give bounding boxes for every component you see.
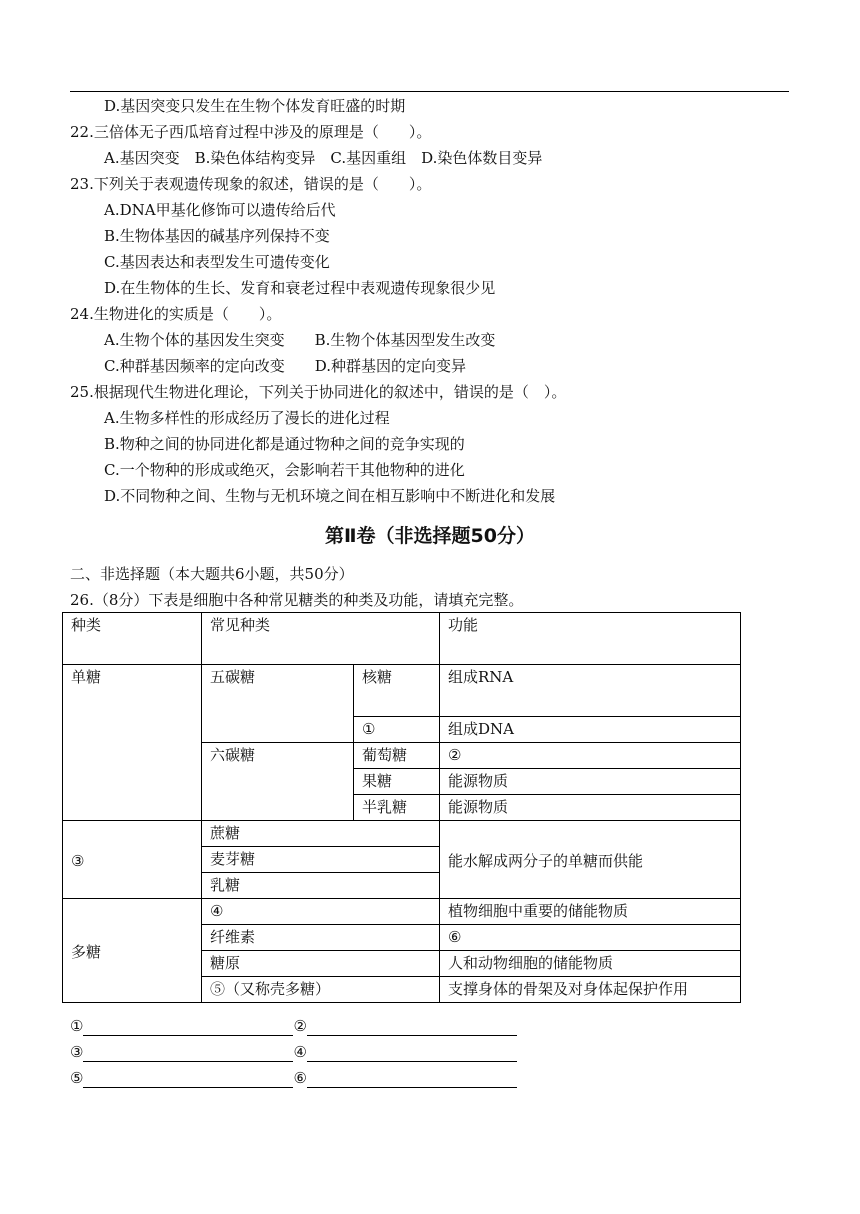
cell-glucose: 葡萄糖 xyxy=(354,743,440,769)
answer-label-2: ② xyxy=(293,1017,307,1035)
cell-maltose: 麦芽糖 xyxy=(202,847,440,873)
answer-label-1: ① xyxy=(70,1017,84,1035)
question-22: 22.三倍体无子西瓜培育过程中涉及的原理是（ ）。 xyxy=(70,123,432,141)
cell-galactose: 半乳糖 xyxy=(354,795,440,821)
answer-blank-4[interactable] xyxy=(307,1045,517,1062)
header-rule xyxy=(70,91,789,92)
answer-blank-6[interactable] xyxy=(307,1071,517,1088)
cell-monosaccharide: 单糖 xyxy=(63,665,202,821)
q24-options-cd: C.种群基因频率的定向改变 D.种群基因的定向变异 xyxy=(104,357,466,375)
q23-option-d: D.在生物体的生长、发育和衰老过程中表观遗传现象很少见 xyxy=(104,279,496,297)
q23-option-c: C.基因表达和表型发生可遗传变化 xyxy=(104,253,330,271)
q25-option-c: C.一个物种的形成或绝灭，会影响若干其他物种的进化 xyxy=(104,461,465,479)
q24-options-ab: A.生物个体的基因发生突变 B.生物个体基因型发生改变 xyxy=(104,331,496,349)
table-row xyxy=(63,665,741,717)
header-kind: 种类 xyxy=(63,613,202,665)
cell-galactose-function: 能源物质 xyxy=(440,795,741,821)
table-row xyxy=(63,899,741,925)
cell-blank-2: ② xyxy=(440,743,741,769)
q23-option-b: B.生物体基因的碱基序列保持不变 xyxy=(104,227,330,245)
answer-blank-5[interactable] xyxy=(83,1071,293,1088)
question-23: 23.下列关于表观遗传现象的叙述，错误的是（ ）。 xyxy=(70,175,432,193)
cell-starch-function: 植物细胞中重要的储能物质 xyxy=(440,899,741,925)
table-row xyxy=(63,821,741,847)
cell-blank-5: ⑤（又称壳多糖） xyxy=(202,977,440,1003)
answer-label-4: ④ xyxy=(293,1043,307,1061)
question-24: 24.生物进化的实质是（ ）。 xyxy=(70,305,282,323)
answer-row-2 xyxy=(70,1042,517,1062)
cell-fructose: 果糖 xyxy=(354,769,440,795)
cell-cellulose: 纤维素 xyxy=(202,925,440,951)
sugar-table xyxy=(62,612,741,1003)
cell-blank-3: ③ xyxy=(63,821,202,899)
header-common: 常见种类 xyxy=(202,613,440,665)
answer-label-3: ③ xyxy=(70,1043,84,1061)
cell-ribose: 核糖 xyxy=(354,665,440,717)
q25-option-d: D.不同物种之间、生物与无机环境之间在相互影响中不断进化和发展 xyxy=(104,487,556,505)
answer-blank-3[interactable] xyxy=(83,1045,293,1062)
cell-fructose-function: 能源物质 xyxy=(440,769,741,795)
question-25: 25.根据现代生物进化理论，下列关于协同进化的叙述中，错误的是（ ）。 xyxy=(70,383,567,401)
cell-glycogen: 糖原 xyxy=(202,951,440,977)
cell-lactose: 乳糖 xyxy=(202,873,440,899)
cell-pentose: 五碳糖 xyxy=(202,665,354,743)
cell-glycogen-function: 人和动物细胞的储能物质 xyxy=(440,951,741,977)
cell-blank-1: ① xyxy=(354,717,440,743)
cell-blank-4: ④ xyxy=(202,899,440,925)
cell-hexose: 六碳糖 xyxy=(202,743,354,821)
q21-option-d: D.基因突变只发生在生物个体发育旺盛的时期 xyxy=(104,97,406,115)
section-subtitle: 二、非选择题（本大题共6小题，共50分） xyxy=(70,565,354,583)
cell-chitin-function: 支撑身体的骨架及对身体起保护作用 xyxy=(440,977,741,1003)
answer-blank-1[interactable] xyxy=(83,1019,293,1036)
cell-dna-function: 组成DNA xyxy=(440,717,741,743)
answer-label-6: ⑥ xyxy=(293,1069,307,1087)
header-function: 功能 xyxy=(440,613,741,665)
section-heading: 第Ⅱ卷（非选择题50分） xyxy=(325,525,535,547)
cell-sucrose: 蔗糖 xyxy=(202,821,440,847)
cell-ribose-function: 组成RNA xyxy=(440,665,741,717)
cell-blank-6: ⑥ xyxy=(440,925,741,951)
table-header-row xyxy=(63,613,741,665)
answer-label-5: ⑤ xyxy=(70,1069,84,1087)
answer-row-3 xyxy=(70,1068,517,1088)
cell-polysaccharide: 多糖 xyxy=(63,899,202,1003)
q25-option-a: A.生物多样性的形成经历了漫长的进化过程 xyxy=(104,409,390,427)
q22-options: A.基因突变 B.染色体结构变异 C.基因重组 D.染色体数目变异 xyxy=(104,149,543,167)
answer-row-1 xyxy=(70,1016,517,1036)
answer-blank-2[interactable] xyxy=(307,1019,517,1036)
q23-option-a: A.DNA甲基化修饰可以遗传给后代 xyxy=(104,201,336,219)
cell-disaccharide-function: 能水解成两分子的单糖而供能 xyxy=(440,821,741,899)
q25-option-b: B.物种之间的协同进化都是通过物种之间的竞争实现的 xyxy=(104,435,465,453)
question-26: 26.（8分）下表是细胞中各种常见糖类的种类及功能，请填充完整。 xyxy=(70,591,524,609)
